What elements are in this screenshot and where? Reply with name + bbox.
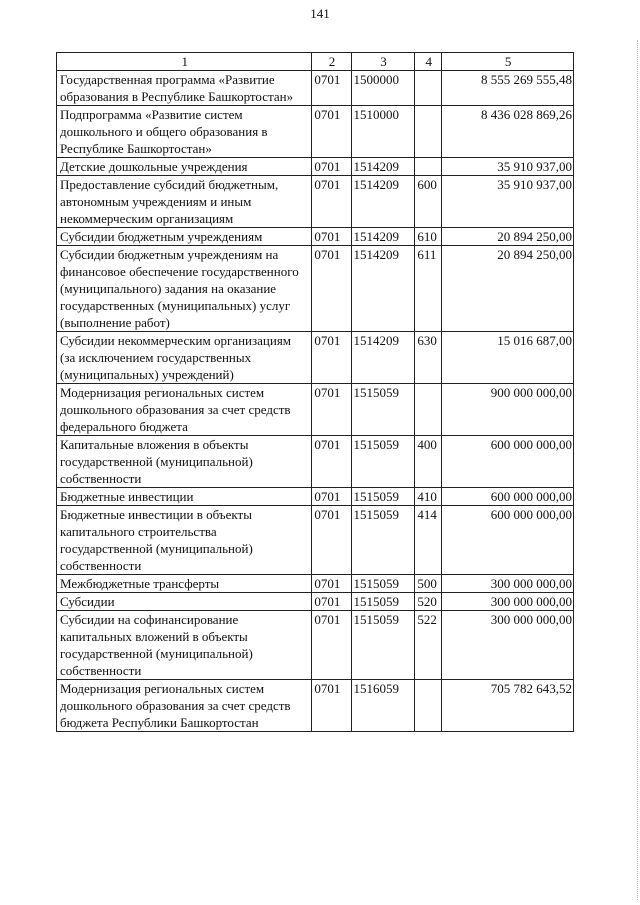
page-number: 141 bbox=[310, 6, 330, 21]
row-amount: 20 894 250,00 bbox=[442, 246, 574, 332]
table-row bbox=[57, 575, 574, 593]
row-target: 1514209 bbox=[351, 246, 415, 332]
row-name: Межбюджетные трансферты bbox=[57, 575, 312, 593]
header-col-2: 2 bbox=[312, 53, 351, 71]
row-amount: 15 016 687,00 bbox=[442, 332, 574, 384]
row-section: 0701 bbox=[312, 228, 351, 246]
row-amount: 600 000 000,00 bbox=[442, 436, 574, 488]
row-type: 610 bbox=[415, 228, 442, 246]
row-type bbox=[415, 680, 442, 732]
row-amount: 35 910 937,00 bbox=[442, 158, 574, 176]
row-name: Бюджетные инвестиции в объекты капитального строительства государственной (муниципальной) собственности bbox=[57, 506, 312, 575]
row-section: 0701 bbox=[312, 488, 351, 506]
row-name: Субсидии bbox=[57, 593, 312, 611]
budget-table bbox=[56, 52, 574, 732]
row-type: 520 bbox=[415, 593, 442, 611]
row-section: 0701 bbox=[312, 71, 351, 106]
table-row bbox=[57, 332, 574, 384]
row-section: 0701 bbox=[312, 575, 351, 593]
row-amount: 900 000 000,00 bbox=[442, 384, 574, 436]
table-row bbox=[57, 506, 574, 575]
row-type: 400 bbox=[415, 436, 442, 488]
row-target: 1515059 bbox=[351, 384, 415, 436]
row-target: 1515059 bbox=[351, 506, 415, 575]
row-name: Субсидии бюджетным учреждениям на финансовое обеспечение государственного (муниципального) задания на оказание государственных (муниципальных) услуг (выполнение работ) bbox=[57, 246, 312, 332]
row-target: 1515059 bbox=[351, 611, 415, 680]
header-col-5: 5 bbox=[442, 53, 574, 71]
row-target: 1514209 bbox=[351, 176, 415, 228]
row-section: 0701 bbox=[312, 436, 351, 488]
row-target: 1510000 bbox=[351, 106, 415, 158]
table-row bbox=[57, 593, 574, 611]
row-amount: 20 894 250,00 bbox=[442, 228, 574, 246]
row-section: 0701 bbox=[312, 106, 351, 158]
header-col-3: 3 bbox=[351, 53, 415, 71]
table-row bbox=[57, 680, 574, 732]
row-name: Модернизация региональных систем дошкольного образования за счет средств федерального бюджета bbox=[57, 384, 312, 436]
table-header-row bbox=[57, 53, 574, 71]
row-amount: 300 000 000,00 bbox=[442, 611, 574, 680]
row-section: 0701 bbox=[312, 593, 351, 611]
row-section: 0701 bbox=[312, 611, 351, 680]
row-type: 611 bbox=[415, 246, 442, 332]
row-type: 500 bbox=[415, 575, 442, 593]
table-row bbox=[57, 488, 574, 506]
table-row bbox=[57, 436, 574, 488]
table-row bbox=[57, 384, 574, 436]
row-type bbox=[415, 158, 442, 176]
row-section: 0701 bbox=[312, 332, 351, 384]
row-type: 630 bbox=[415, 332, 442, 384]
row-name: Предоставление субсидий бюджетным, автономным учреждениям и иным некоммерческим организациям bbox=[57, 176, 312, 228]
row-name: Субсидии на софинансирование капитальных вложений в объекты государственной (муниципальной) собственности bbox=[57, 611, 312, 680]
table-row bbox=[57, 106, 574, 158]
row-type bbox=[415, 106, 442, 158]
row-name: Бюджетные инвестиции bbox=[57, 488, 312, 506]
row-section: 0701 bbox=[312, 246, 351, 332]
row-target: 1500000 bbox=[351, 71, 415, 106]
table-row bbox=[57, 611, 574, 680]
table-row bbox=[57, 228, 574, 246]
row-amount: 35 910 937,00 bbox=[442, 176, 574, 228]
row-amount: 8 555 269 555,48 bbox=[442, 71, 574, 106]
header-col-1: 1 bbox=[57, 53, 312, 71]
table-row bbox=[57, 158, 574, 176]
row-amount: 600 000 000,00 bbox=[442, 488, 574, 506]
row-name: Подпрограмма «Развитие систем дошкольного и общего образования в Республике Башкортостан» bbox=[57, 106, 312, 158]
row-type bbox=[415, 384, 442, 436]
row-amount: 8 436 028 869,26 bbox=[442, 106, 574, 158]
row-section: 0701 bbox=[312, 176, 351, 228]
row-target: 1515059 bbox=[351, 488, 415, 506]
row-name: Капитальные вложения в объекты государственной (муниципальной) собственности bbox=[57, 436, 312, 488]
row-section: 0701 bbox=[312, 506, 351, 575]
row-target: 1516059 bbox=[351, 680, 415, 732]
row-type: 410 bbox=[415, 488, 442, 506]
row-section: 0701 bbox=[312, 384, 351, 436]
row-section: 0701 bbox=[312, 680, 351, 732]
row-target: 1515059 bbox=[351, 436, 415, 488]
row-name: Детские дошкольные учреждения bbox=[57, 158, 312, 176]
row-name: Субсидии некоммерческим организациям (за исключением государственных (муниципальных) учреждений) bbox=[57, 332, 312, 384]
row-target: 1514209 bbox=[351, 228, 415, 246]
table-row bbox=[57, 71, 574, 106]
row-target: 1515059 bbox=[351, 575, 415, 593]
row-target: 1514209 bbox=[351, 332, 415, 384]
row-type: 600 bbox=[415, 176, 442, 228]
table-row bbox=[57, 176, 574, 228]
row-type: 522 bbox=[415, 611, 442, 680]
row-amount: 705 782 643,52 bbox=[442, 680, 574, 732]
row-type bbox=[415, 71, 442, 106]
scan-edge-divider bbox=[635, 40, 638, 900]
row-amount: 600 000 000,00 bbox=[442, 506, 574, 575]
row-section: 0701 bbox=[312, 158, 351, 176]
row-target: 1514209 bbox=[351, 158, 415, 176]
header-col-4: 4 bbox=[415, 53, 442, 71]
row-target: 1515059 bbox=[351, 593, 415, 611]
row-name: Модернизация региональных систем дошкольного образования за счет средств бюджета Республики Башкортостан bbox=[57, 680, 312, 732]
table-row bbox=[57, 246, 574, 332]
row-type: 414 bbox=[415, 506, 442, 575]
row-name: Государственная программа «Развитие образования в Республике Башкортостан» bbox=[57, 71, 312, 106]
row-name: Субсидии бюджетным учреждениям bbox=[57, 228, 312, 246]
row-amount: 300 000 000,00 bbox=[442, 575, 574, 593]
row-amount: 300 000 000,00 bbox=[442, 593, 574, 611]
